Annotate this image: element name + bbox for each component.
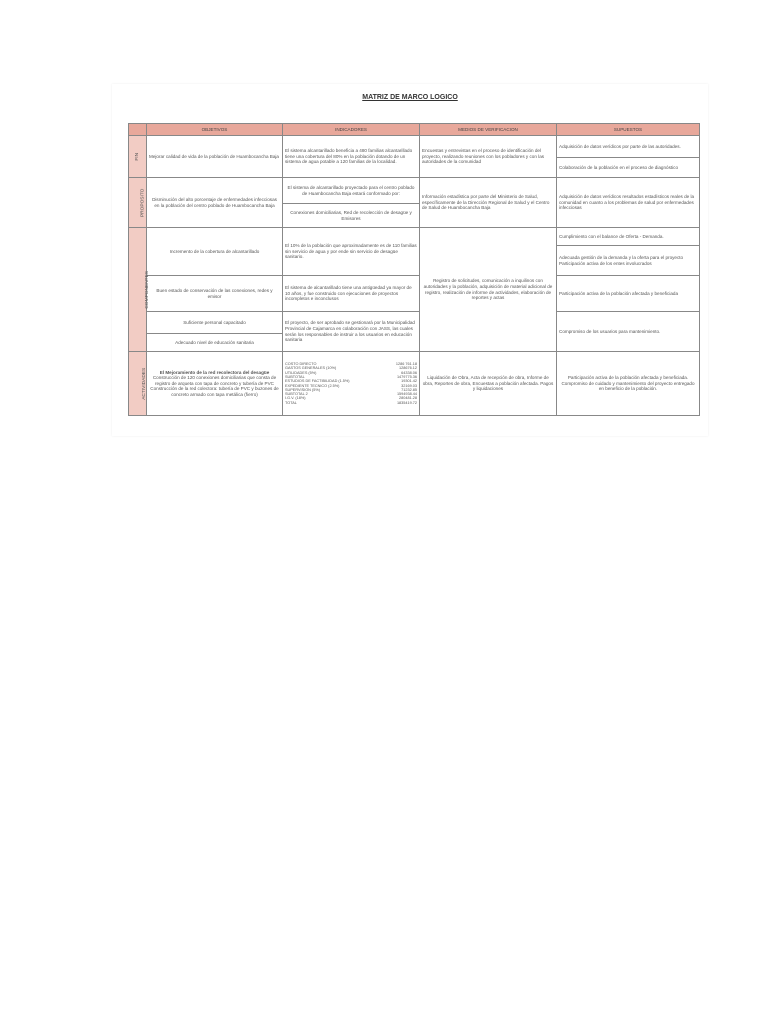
cost-value: 128676.12: [399, 366, 417, 371]
proposito-indicador-2: Conexiones domiciliarias, Red de recolección de desagüe y Emisores: [283, 204, 420, 228]
header-row: [129, 124, 700, 136]
componentes-supuesto-1: Cumplimiento con el balance de Oferta - Demanda.: [557, 228, 700, 246]
section-label-fin: FIN: [129, 136, 147, 178]
header-corner: [129, 124, 147, 136]
componentes-indicador-2: El sistema de alcantarillado tiene una antigüedad ya mayor de 10 años, y fue construido con ejecuciones de proyectos incompletos e inconclusos: [283, 276, 420, 312]
componentes-objetivo-3: Suficiente personal capacitado: [147, 312, 283, 334]
cost-value: 1479775.36: [396, 374, 417, 379]
proposito-row-1: [129, 178, 700, 204]
fin-medio: Encuestas y entrevistas en el proceso de identificación del proyecto, realizando reuniones con los pobladores y con las autoridades de la comunidad: [420, 136, 557, 178]
proposito-supuesto: Adquisición de datos verídicos resultados estadísticos reales de la comunidad en cuanto a los problemas de salud por enfermedades infecciosas: [557, 178, 700, 228]
cost-value: 32169.03: [401, 383, 417, 388]
cost-value: 1835419.72: [396, 400, 417, 405]
document-page: [112, 84, 708, 436]
header-indicadores: INDICADORES: [283, 124, 420, 136]
proposito-medio: Información estadística por parte del Ministerio de Salud, específicamente de la Dirección Regional de Salud y el Centro de Salud de Huambocancha Baja: [420, 178, 557, 228]
componentes-supuesto-4: Compromiso de los usuarios para mantenimiento.: [557, 312, 700, 352]
header-medios: MEDIOS DE VERIFICACION: [420, 124, 557, 136]
componentes-row-4: [129, 312, 700, 334]
cost-label: SUBTOTAL: [285, 374, 305, 379]
actividades-objetivo-2: Construcción de 120 conexiones domiciliarias que consta de registro de arqueta con tapa de concreto y tubería de PVC: [152, 375, 277, 386]
header-objetivos: OBJETIVOS: [147, 124, 283, 136]
cost-label: TOTAL: [285, 400, 297, 405]
actividades-indicador-costs: [283, 352, 420, 416]
logical-framework-table: [128, 123, 700, 416]
componentes-supuesto-2: Adecuada gestión de la demanda y la oferta para el proyecto Participación activa de los entes involucrados: [557, 246, 700, 276]
section-label-actividades: ACTIVIDADES: [129, 352, 147, 416]
componentes-objetivo-2: Buen estado de conservación de las conexiones, redes y emisor: [147, 276, 283, 312]
cost-row: [285, 401, 417, 405]
componentes-row-1: [129, 228, 700, 246]
cost-label: SUPERVISION (5%): [285, 387, 320, 392]
proposito-indicador-1: El sistema de alcantarillado proyectado para el centro poblado de Huambocancha Baja estará conformado por:: [283, 178, 420, 204]
cost-value: 1594938.44: [396, 392, 417, 397]
cost-value: 71232.85: [401, 387, 417, 392]
cost-value: 19301.42: [401, 379, 417, 384]
cost-label: I.G.V. (18%): [285, 396, 306, 401]
cost-label: EXPEDIENTE TECNICO (2.5%): [285, 383, 340, 388]
cost-label: SUBTOTAL 2: [285, 392, 308, 397]
actividades-objetivo-3: Construcción de la red colectora: tubería de PVC y buzones de concreto armado con tapa metálica (fierro): [150, 386, 279, 397]
componentes-objetivo-1: Incremento de la cobertura de alcantarillado: [147, 228, 283, 276]
componentes-supuesto-3: Participación activa de la población afectada y beneficiada: [557, 276, 700, 312]
actividades-objetivo: [147, 352, 283, 416]
cost-label: GASTOS GENERALES (10%): [285, 366, 337, 371]
componentes-objetivo-4: Adecuado nivel de educación sanitaria: [147, 334, 283, 352]
actividades-supuesto: Participación activa de la población afectada y beneficiada. Compromiso de cuidado y mantenimiento del proyecto entregado en beneficio de la población.: [557, 352, 700, 416]
fin-supuesto-2: Colaboración de la población en el proceso de diagnóstico: [557, 158, 700, 178]
componentes-indicador-1: El 10% de la población que aproximadamente es de 110 familias sin servicio de agua y por ende sin servicio de desagüe sanitario.: [283, 228, 420, 276]
fin-row-1: [129, 136, 700, 158]
cost-list: [285, 362, 417, 405]
section-label-componentes: COMPONENTES: [129, 228, 147, 352]
fin-objetivo: Mejorar calidad de vida de la población de Huambocancha Baja: [147, 136, 283, 178]
componentes-row-3: [129, 276, 700, 312]
cost-label: UTILIDADES (5%): [285, 370, 317, 375]
actividades-medio: Liquidación de Obra, Acta de recepción de obra, Informe de obra, Reportes de obra, Encuestas a población afectada. Pagos y liquidaciones: [420, 352, 557, 416]
section-label-proposito: PROPOSITO: [129, 178, 147, 228]
componentes-indicador-3: El proyecto, de ser aprobado se gestionará por la Municipalidad Provincial de Cajamarca en colaboración con JASS, las cuales serán los responsables de instruir a los usuarios en educación sanitaria: [283, 312, 420, 352]
componentes-medio: Registro de solicitudes, comunicación a inquilinos con autoridades y la población, adquisición de material adicional de registro, realización de informe de actividades, elaboración de reportes y actas: [420, 228, 557, 352]
cost-value: 1286 761.18: [395, 362, 417, 367]
fin-indicador: El sistema alcantarillado beneficia a 480 familias alcantarillado tiene una cobertura del 80% en la población dotando de un sistema de agua potable a 120 familias de la localidad.: [283, 136, 420, 178]
fin-supuesto-1: Adquisición de datos verídicos por parte de las autoridades.: [557, 136, 700, 158]
cost-value: 280481.28: [399, 396, 417, 401]
proposito-objetivo: Disminución del alto porcentaje de enfermedades infecciosas en la población del centro poblado de Huambocancha Baja: [147, 178, 283, 228]
document-title: MATRIZ DE MARCO LOGICO: [362, 94, 458, 101]
cost-value: 64338.06: [401, 370, 417, 375]
actividades-row: [129, 352, 700, 416]
header-supuestos: SUPUESTOS: [557, 124, 700, 136]
actividades-objetivo-1: El Mejoramiento de la red recolectora del desagüe: [159, 369, 270, 375]
cost-label: COSTO DIRECTO: [285, 362, 317, 367]
cost-label: ESTUDIOS DE FACTIBILIDAD (1.5%): [285, 379, 350, 384]
